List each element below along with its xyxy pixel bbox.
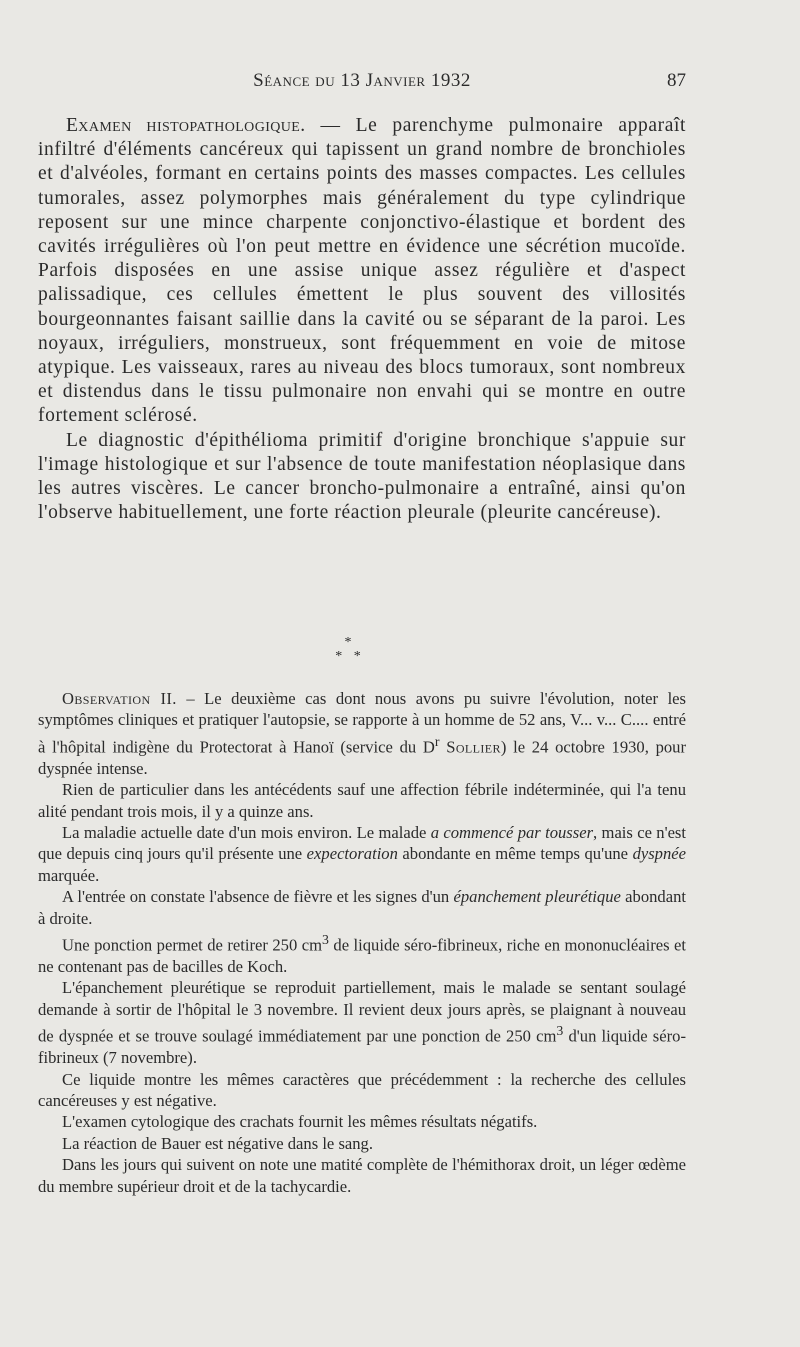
doctor-name: Sollier: [446, 737, 501, 757]
paragraph-text: marquée.: [38, 865, 100, 885]
separator-star: *: [344, 635, 356, 650]
paragraph: L'examen cytologique des crachats fournit les mêmes résultats négatifs.: [62, 1112, 538, 1132]
paragraph-text: – Le deuxième cas dont nous avons pu suivre l'évolution, noter les symptômes cliniques et pratiquer l'autopsie, se rapporte à un homme de 52 ans, V... v... C.... entré à l'hôpital indigène du Protectorat à Hanoï (service du D: [38, 689, 687, 757]
paragraph: La réaction de Bauer est négative dans le sang.: [62, 1133, 374, 1153]
separator-stars: * *: [335, 649, 365, 664]
paragraph-text: d'un liquide séro-fibrineux (7 novembre).: [38, 1026, 686, 1068]
paragraph: Ce liquide montre les mêmes caractères que précédemment : la recherche des cellules cancéreuses y est négative.: [38, 1069, 686, 1110]
histopathology-section: [38, 114, 686, 525]
paragraph-text: ) le 24 octobre 1930, pour dyspnée intense.: [38, 737, 686, 778]
italic-text: dyspnée: [632, 844, 687, 864]
paragraph-text: de liquide séro-fibrineux, riche en mononucléaires et ne contenant pas de bacilles de Koch.: [38, 935, 686, 976]
page-header: [38, 70, 686, 100]
paragraph-text: A l'entrée on constate l'absence de fièvre et les signes d'un: [62, 887, 454, 907]
paragraph: [38, 688, 686, 779]
paragraph-text: L'épanchement pleurétique se reproduit partiellement, mais le malade se sentant soulagé demande à sortir de l'hôpital le 3 novembre. Il revient deux jours après, se plaignant à nouveau de dyspnée et se trouve soulagé immédiatement par une ponction de 250 cm: [38, 978, 686, 1046]
paragraph-text: Une ponction permet de retirer 250 cm: [62, 935, 322, 955]
paragraph: [38, 114, 686, 429]
paragraph-text: La maladie actuelle date d'un mois environ. Le malade: [62, 822, 431, 842]
paragraph: [38, 977, 686, 1068]
section-separator: [330, 636, 370, 664]
italic-text: épanchement pleurétique: [453, 887, 621, 907]
italic-text: expectoration: [306, 844, 398, 864]
paragraph: Le diagnostic d'épithélioma primitif d'origine bronchique s'appuie sur l'image histologique et sur l'absence de toute manifestation néoplasique dans les autres viscères. Le cancer broncho-pulmonaire a entraîné, ainsi qu'on l'observe habituellement, une forte réaction pleurale (pleurite cancéreuse).: [38, 429, 686, 524]
superscript: 3: [556, 1023, 564, 1039]
superscript: r: [434, 733, 440, 749]
page-number: 87: [667, 70, 686, 91]
section-lead: Observation II.: [62, 689, 177, 708]
paragraph-text: — Le parenchyme pulmonaire apparaît infiltré d'éléments cancéreux qui tapissent un grand nombre de bronchioles et d'alvéoles, formant en certains points des masses compactes. Les cellules tumorales, assez polymorphes mais généralement du type cylindrique reposent sur une mince charpente conjonctivo-élastique et bordent des cavités irrégulières où l'on peut mettre en évidence une sécrétion mucoïde. Parfois disposées en une assise unique assez régulière et d'aspect palissadique, ces cellules émettent le plus souvent des villosités bourgeonnantes faisant saillie dans la cavité ou se séparant de la paroi. Les noyaux, irréguliers, monstrueux, sont fréquemment en voie de mitose atypique. Les vaisseaux, rares au niveau des blocs tumoraux, sont nombreux et distendus dans le tissu pulmonaire non envahi qui se montre en outre fortement sclérosé.: [38, 115, 686, 427]
paragraph-text: abondant à droite.: [38, 887, 686, 928]
paragraph: Rien de particulier dans les antécédents sauf une affection fébrile indéterminée, qui l'a tenu alité pendant trois mois, il y a quinze ans.: [38, 780, 686, 821]
paragraph: Dans les jours qui suivent on note une matité complète de l'hémithorax droit, un léger œdème du membre supérieur droit et de la tachycardie.: [38, 1155, 686, 1196]
running-head: Séance du 13 Janvier 1932: [253, 70, 471, 91]
paragraph-text: , mais ce n'est que depuis cinq jours qu'il présente une: [38, 822, 687, 864]
observation-section: [38, 688, 686, 1197]
paragraph: [38, 929, 686, 977]
superscript: 3: [322, 932, 329, 947]
section-lead: Examen histopathologique.: [66, 115, 306, 136]
paragraph-text: abondante en même temps qu'une: [397, 844, 633, 864]
paragraph: [38, 886, 686, 929]
italic-text: a commencé par tousser: [430, 822, 594, 842]
paragraph: [38, 822, 686, 886]
